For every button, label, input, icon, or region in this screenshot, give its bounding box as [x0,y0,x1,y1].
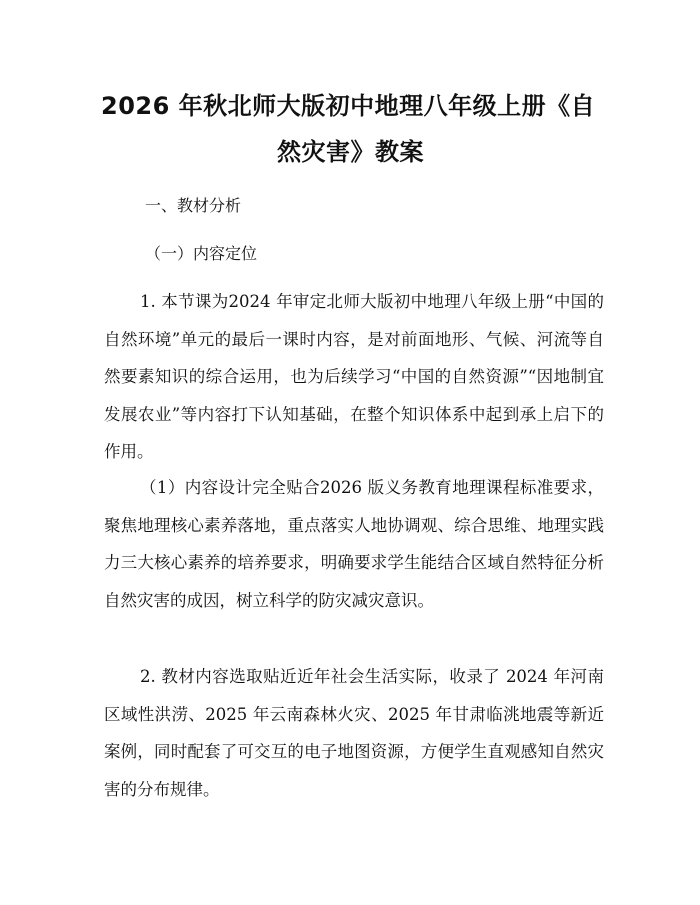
paragraph-2: （1）内容设计完全贴合2026 版义务教育地理课程标准要求，聚焦地理核心素养落地，重点落实人地协调观、综合思维、地理实践力三大核心素养的培养要求，明确要求学生能结合区域自然特征分析自然灾害的成因，树立科学的防灾减灾意识。 [104,478,604,610]
section-heading-textbook-analysis: 一、教材分析 [145,196,242,215]
paragraph-1: 1. 本节课为2024 年审定北师大版初中地理八年级上册“中国的自然环境”单元的最后一课时内容，是对前面地形、气候、河流等自然要素知识的综合运用，也为后续学习“中国的自然资源”“因地制宜发展农业”等内容打下认知基础，在整个知识体系中起到承上启下的作用。 [104,292,604,461]
document-title-line-2: 然灾害》教案 [277,138,424,166]
subsection-heading-content-positioning: （一）内容定位 [145,244,258,263]
document-title-line-1: 2026 年秋北师大版初中地理八年级上册《自 [101,92,596,120]
paragraph-3: 2. 教材内容选取贴近近年社会生活实际，收录了 2024 年河南区域性洪涝、2025 年云南森林火灾、2025 年甘肃临洮地震等新近案例，同时配套了可交互的电子地图资源，方便学生直观感知自然灾害的分布规律。 [104,667,604,799]
